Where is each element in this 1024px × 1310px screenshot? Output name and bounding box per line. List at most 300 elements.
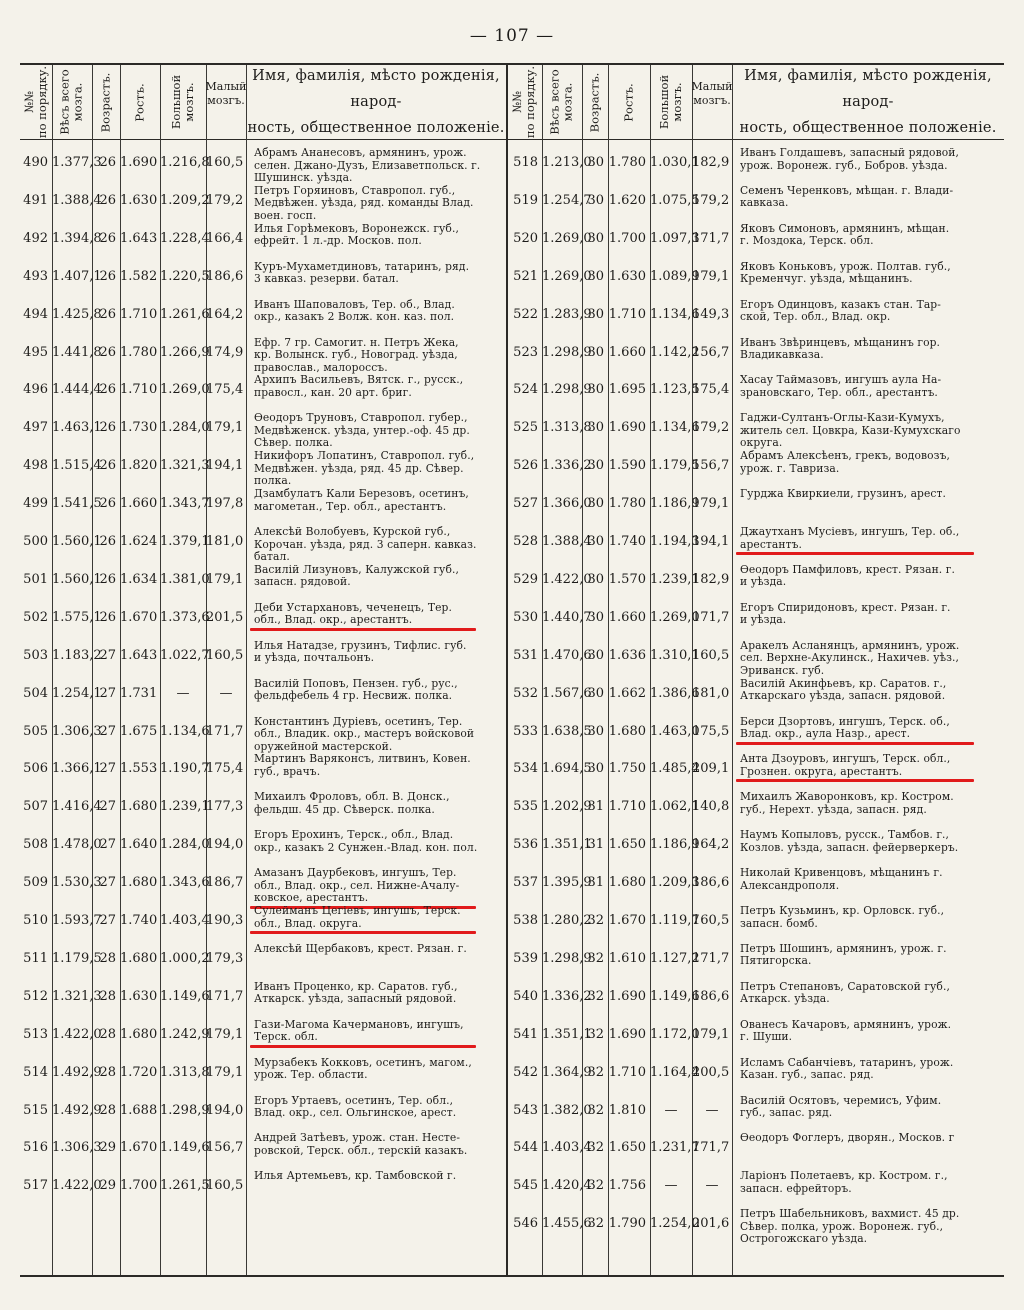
- description-line: обл., Влад. окр., сел. Нижне-Ачалу-: [254, 878, 460, 892]
- cerebellum-weight: —: [705, 1102, 719, 1118]
- entry-number: 498: [23, 458, 48, 474]
- description-line: и уѣзда, почтальонъ.: [254, 651, 375, 665]
- description-line: Илья Горѣмековъ, Воронежск. губ.,: [254, 222, 459, 235]
- age: 30: [587, 192, 604, 208]
- cerebellum-weight: 186,6: [692, 988, 730, 1004]
- cerebellum-weight: 197,8: [206, 496, 244, 512]
- description-line: ефрейт. 1 л.-др. Москов. пол.: [254, 234, 422, 248]
- cerebellum-weight: 179,1: [206, 1064, 244, 1080]
- table-row: [506, 523, 1004, 561]
- cerebrum-weight: 1.216,8: [160, 155, 210, 170]
- cerebellum-weight: 179,1: [206, 571, 244, 587]
- total-brain-weight: 1.455,6: [542, 1216, 592, 1232]
- description-line: Василій Акинфьевъ, кр. Саратов. г.,: [740, 677, 947, 690]
- age: 26: [99, 155, 116, 170]
- description-line: Аткарскаго уѣзда, запасн. рядовой.: [740, 689, 946, 703]
- total-brain-weight: 1.420,4: [542, 1178, 592, 1194]
- cerebrum-weight: 1.239,1: [650, 571, 700, 587]
- age: 30: [587, 155, 604, 170]
- description-line: Исламъ Сабанчіевъ, татаринъ, урож.: [740, 1056, 954, 1069]
- table-row: [20, 1092, 506, 1130]
- table-row: [506, 978, 1004, 1016]
- age: 26: [99, 382, 116, 398]
- height: 1.700: [608, 230, 646, 246]
- cerebrum-weight: 1.343,7: [160, 496, 210, 512]
- age: 29: [99, 1178, 116, 1194]
- entry-number: 544: [513, 1140, 538, 1156]
- age: 27: [99, 913, 116, 928]
- total-brain-weight: 1.183,2: [52, 647, 102, 663]
- person-description: [740, 412, 1000, 450]
- description-line: Деби Устархановъ, чеченецъ, Тер.: [254, 601, 452, 614]
- cerebellum-weight: 171,7: [206, 723, 244, 739]
- table-row: [506, 826, 1004, 864]
- age: 32: [587, 950, 604, 966]
- entry-number: 515: [23, 1102, 48, 1118]
- description-line: православ., малороссъ.: [254, 360, 388, 374]
- column-header-num: [506, 65, 542, 139]
- description-line: Никифоръ Лопатинъ, Ставропол. губ.,: [254, 450, 475, 463]
- person-description: [740, 337, 1000, 362]
- description-line: житель сел. Цовкра, Кази-Кумухскаго: [740, 423, 961, 437]
- height: 1.680: [120, 1026, 158, 1042]
- cerebrum-weight: 1.239,1: [160, 799, 210, 815]
- height: 1.570: [608, 571, 646, 587]
- entry-number: 490: [23, 155, 48, 170]
- cerebellum-weight: 179,1: [692, 496, 730, 512]
- total-brain-weight: 1.254,1: [52, 685, 102, 701]
- height: 1.700: [120, 1178, 158, 1194]
- age: 32: [587, 1216, 604, 1232]
- cerebellum-weight: 171,7: [692, 1140, 730, 1156]
- height: 1.710: [120, 306, 158, 322]
- total-brain-weight: 1.407,1: [52, 268, 102, 284]
- table-row: [506, 675, 1004, 713]
- age: 32: [587, 913, 604, 928]
- description-line: оружейной мастерской.: [254, 739, 393, 753]
- total-brain-weight: 1.492,9: [52, 1064, 102, 1080]
- description-line: Гази-Магома Качермановъ, ингушъ,: [254, 1018, 464, 1031]
- entry-number: 519: [513, 192, 538, 208]
- description-line: правосл., кан. 20 арт. бриг.: [254, 385, 412, 399]
- height: 1.790: [608, 1216, 646, 1232]
- person-description: [254, 185, 502, 223]
- table-row: [20, 788, 506, 826]
- table-row: [20, 371, 506, 409]
- person-description: [740, 1132, 1000, 1145]
- height: 1.690: [120, 155, 158, 170]
- person-description: [254, 678, 502, 703]
- description-line: и уѣзда.: [740, 575, 787, 589]
- cerebellum-weight: 182,9: [692, 571, 730, 587]
- person-description: [740, 1019, 1000, 1044]
- height: 1.780: [120, 344, 158, 360]
- person-description: [254, 1019, 502, 1044]
- cerebrum-weight: 1.164,4: [650, 1064, 700, 1080]
- table-row: [506, 447, 1004, 485]
- column-header-weight: [52, 65, 92, 139]
- description-line: Медвѣжен. уѣзда, ряд. команды Влад.: [254, 196, 474, 210]
- table-row: [20, 1129, 506, 1167]
- table-row: [20, 182, 506, 220]
- description-line: г. Шуши.: [740, 1030, 793, 1044]
- cerebellum-weight: 186,6: [206, 268, 244, 284]
- height: 1.810: [608, 1102, 646, 1118]
- table-row: [506, 485, 1004, 523]
- height: 1.756: [608, 1178, 646, 1194]
- cerebellum-weight: 186,6: [692, 875, 730, 891]
- table-row: [20, 826, 506, 864]
- description-line: батал.: [254, 550, 290, 563]
- table-row: [20, 523, 506, 561]
- description-line: Илья Натадзе, грузинъ, Тифлис. губ.: [254, 639, 467, 652]
- description-line: Козлов. уѣзда, запасн. фейерверкеръ.: [740, 840, 959, 854]
- description-line: Абрамъ Алексѣенъ, грекъ, водовозъ,: [740, 450, 950, 463]
- person-description: [740, 678, 1000, 703]
- cerebrum-weight: 1.190,7: [160, 761, 210, 777]
- height: 1.680: [120, 875, 158, 891]
- person-description: [254, 867, 502, 905]
- total-brain-weight: 1.425,8: [52, 306, 102, 322]
- age: 31: [587, 837, 604, 853]
- total-brain-weight: 1.394,8: [52, 230, 102, 246]
- cerebrum-weight: 1.381,0: [160, 571, 210, 587]
- total-brain-weight: 1.321,3: [52, 988, 102, 1004]
- height: 1.675: [120, 723, 158, 739]
- cerebrum-weight: 1.194,3: [650, 534, 700, 549]
- description-line: Егоръ Уртаевъ, осетинъ, Тер. обл.,: [254, 1094, 454, 1107]
- cerebellum-weight: 181,0: [692, 685, 730, 701]
- description-line: Илья Артемьевъ, кр. Тамбовской г.: [254, 1170, 457, 1183]
- total-brain-weight: 1.444,4: [52, 382, 102, 398]
- table-row: [20, 296, 506, 334]
- description-line: Архипъ Васильевъ, Вятск. г., русск.,: [254, 374, 464, 387]
- height: 1.710: [608, 799, 646, 815]
- cerebellum-weight: 179,1: [206, 420, 244, 436]
- column-header-desc: [732, 65, 1004, 139]
- description-line: Аткарск. уѣзда, запасный рядовой.: [254, 992, 457, 1006]
- height: 1.670: [608, 913, 646, 928]
- entry-number: 532: [513, 685, 538, 701]
- height: 1.710: [608, 1064, 646, 1080]
- red-underline-mark: [736, 552, 974, 555]
- age: 30: [587, 571, 604, 587]
- table-row: [20, 902, 506, 940]
- person-description: [254, 337, 502, 375]
- total-brain-weight: 1.638,5: [542, 723, 592, 739]
- entry-number: 539: [513, 950, 538, 966]
- table-row: [506, 599, 1004, 637]
- table-row: [20, 447, 506, 488]
- cerebrum-weight: 1.313,8: [160, 1064, 210, 1080]
- person-description: [740, 374, 1000, 399]
- description-line: Влад. окр., сел. Ольгинское, арест.: [254, 1106, 457, 1119]
- table-row: [506, 1205, 1004, 1246]
- cerebrum-weight: 1.310,1: [650, 647, 700, 663]
- age: 26: [99, 534, 116, 549]
- cerebellum-weight: 179,3: [206, 950, 244, 966]
- total-brain-weight: 1.366,1: [52, 761, 102, 777]
- age: 30: [587, 458, 604, 474]
- description-line: Петръ Шабельниковъ, вахмист. 45 др.: [740, 1208, 960, 1221]
- cerebrum-weight: 1.298,9: [160, 1102, 210, 1118]
- cerebrum-weight: 1.075,5: [650, 192, 700, 208]
- description-line: Владикавказа.: [740, 348, 824, 361]
- column-header-label: Вѣсъ всего мозга.: [58, 69, 85, 135]
- table-row: [20, 334, 506, 372]
- age: 30: [587, 534, 604, 549]
- description-line: Эриванск. губ.: [740, 663, 825, 677]
- total-brain-weight: 1.470,6: [542, 647, 592, 663]
- cerebrum-weight: 1.097,3: [650, 230, 700, 246]
- total-brain-weight: 1.336,2: [542, 458, 592, 474]
- total-brain-weight: 1.422,0: [52, 1026, 102, 1042]
- description-line: Семенъ Черенковъ, мѣщан. г. Влади-: [740, 184, 954, 197]
- description-line: обл., Влад. окр., арестантъ.: [254, 613, 413, 627]
- total-brain-weight: 1.403,4: [542, 1140, 592, 1156]
- height: 1.680: [120, 950, 158, 966]
- height: 1.670: [120, 609, 158, 625]
- person-description: [254, 602, 502, 627]
- description-line: Влад. окр., аула Назр., арест.: [740, 727, 911, 740]
- description-line: Иванъ Шаповаловъ, Тер. об., Влад.: [254, 298, 455, 311]
- description-line: воен. госп.: [254, 208, 317, 222]
- total-brain-weight: 1.366,0: [542, 496, 592, 512]
- cerebrum-weight: 1.149,6: [650, 988, 700, 1004]
- entry-number: 504: [23, 685, 48, 701]
- cerebrum-weight: 1.343,6: [160, 875, 210, 891]
- description-line: ровской, Терск. обл., терскій казакъ.: [254, 1143, 468, 1157]
- cerebellum-weight: 160,5: [206, 1178, 244, 1194]
- cerebellum-weight: —: [705, 1178, 719, 1194]
- age: 26: [99, 192, 116, 208]
- cerebrum-weight: 1.134,6: [160, 723, 210, 739]
- height: 1.688: [120, 1102, 158, 1118]
- cerebrum-weight: 1.254,0: [650, 1216, 700, 1232]
- description-line: Михаилъ Фроловъ, обл. В. Донск.,: [254, 791, 450, 804]
- description-line: Острогожскаго уѣзда.: [740, 1232, 868, 1246]
- table-row: [506, 713, 1004, 751]
- table-row: [20, 599, 506, 637]
- age: 27: [99, 837, 116, 853]
- cerebellum-weight: 164,2: [692, 837, 730, 853]
- person-description: [740, 640, 1000, 678]
- cerebellum-weight: 175,4: [692, 382, 730, 398]
- person-description: [740, 1057, 1000, 1082]
- cerebellum-weight: 179,2: [692, 192, 730, 208]
- cerebellum-weight: 160,5: [206, 155, 244, 170]
- cerebellum-weight: 200,5: [692, 1064, 730, 1080]
- entry-number: 540: [513, 988, 538, 1004]
- person-description: [254, 564, 502, 589]
- cerebrum-weight: 1.209,2: [160, 192, 210, 208]
- entry-number: 538: [513, 913, 538, 928]
- description-line: Джаутханъ Мусіевъ, ингушъ, Тер. об.,: [740, 526, 960, 538]
- entry-number: 536: [513, 837, 538, 853]
- description-line: Александрополя.: [740, 878, 840, 892]
- age: 28: [99, 1064, 116, 1080]
- age: 30: [587, 382, 604, 398]
- column-header-label: Имя, фамилія, мѣсто рожденія, народ- ность, общественное положеніе.: [247, 68, 505, 136]
- cerebellum-weight: 179,2: [206, 192, 244, 208]
- column-header-small-brain: [206, 65, 246, 139]
- column-header-label: №№ по порядку.: [22, 65, 50, 139]
- cerebellum-weight: 171,7: [692, 950, 730, 966]
- cerebellum-weight: 186,7: [206, 875, 244, 891]
- description-line: Анта Дзоуровъ, ингушъ, Терск. обл.,: [740, 753, 951, 766]
- table-row: [20, 220, 506, 258]
- table-row: [506, 296, 1004, 334]
- total-brain-weight: 1.269,0: [542, 230, 592, 246]
- age: 32: [587, 1102, 604, 1118]
- entry-number: 527: [513, 496, 538, 512]
- cerebellum-weight: 164,2: [206, 306, 244, 322]
- age: 30: [587, 761, 604, 777]
- person-description: [254, 374, 502, 399]
- age: 30: [587, 230, 604, 246]
- total-brain-weight: 1.213,0: [542, 155, 592, 170]
- cerebellum-weight: 175,5: [692, 723, 730, 739]
- height: 1.740: [608, 534, 646, 549]
- total-brain-weight: 1.593,7: [52, 913, 102, 928]
- description-line: Сѣвер. полка, урож. Воронеж. губ.,: [740, 1219, 944, 1233]
- description-line: Куръ-Мухаметдиновъ, татаринъ, ряд.: [254, 260, 470, 273]
- entry-number: 545: [513, 1178, 538, 1194]
- total-brain-weight: 1.306,3: [52, 1140, 102, 1156]
- cerebrum-weight: 1.261,6: [160, 306, 210, 322]
- height: 1.710: [608, 306, 646, 322]
- entry-number: 524: [513, 382, 538, 398]
- person-description: [254, 829, 502, 854]
- description-line: Дзамбулатъ Кали Березовъ, осетинъ,: [254, 488, 469, 501]
- description-line: Гаджи-Султанъ-Оглы-Кази-Кумухъ,: [740, 412, 945, 425]
- total-brain-weight: 1.202,9: [542, 799, 592, 815]
- table-row: [506, 1016, 1004, 1054]
- description-line: Медвѣжен. уѣзда, ряд. 45 др. Сѣвер.: [254, 461, 464, 475]
- person-description: [740, 261, 1000, 286]
- age: 28: [99, 1026, 116, 1042]
- entry-number: 492: [23, 230, 48, 246]
- age: 26: [99, 268, 116, 284]
- entry-number: 499: [23, 496, 48, 512]
- age: 26: [99, 306, 116, 322]
- person-description: [740, 753, 1000, 778]
- height: 1.553: [120, 761, 158, 777]
- person-description: [254, 526, 502, 564]
- cerebrum-weight: 1.269,0: [160, 382, 210, 398]
- age: 26: [99, 571, 116, 587]
- cerebrum-weight: 1.062,1: [650, 799, 700, 815]
- entry-number: 529: [513, 571, 538, 587]
- table-row: [506, 1167, 1004, 1205]
- description-line: обл., Влад. округа.: [254, 916, 362, 930]
- age: 26: [99, 458, 116, 474]
- cerebrum-weight: 1.228,4: [160, 230, 210, 246]
- table-row: [506, 409, 1004, 450]
- description-line: Михаилъ Жаворонковъ, кр. Костром.: [740, 791, 954, 804]
- description-line: Ефр. 7 гр. Самогит. н. Петръ Жека,: [254, 336, 459, 349]
- height: 1.695: [608, 382, 646, 398]
- height: 1.730: [120, 420, 158, 436]
- entry-number: 518: [513, 155, 538, 170]
- age: 27: [99, 799, 116, 815]
- table-row: [20, 561, 506, 599]
- person-description: [740, 299, 1000, 324]
- description-line: Амазанъ Даурбековъ, ингушъ, Тер.: [254, 867, 457, 880]
- person-description: [740, 526, 1000, 551]
- entry-number: 528: [513, 534, 538, 549]
- column-header-label: Ростъ.: [132, 82, 147, 122]
- description-line: губ., запас. ряд.: [740, 1106, 833, 1119]
- person-description: [740, 564, 1000, 589]
- person-description: [740, 602, 1000, 627]
- cerebrum-weight: 1.000,2: [160, 950, 210, 966]
- height: 1.630: [608, 268, 646, 284]
- height: 1.780: [608, 155, 646, 170]
- table-row: [20, 637, 506, 675]
- total-brain-weight: 1.463,1: [52, 420, 102, 436]
- table-row: [20, 144, 506, 182]
- height: 1.780: [608, 496, 646, 512]
- entry-number: 517: [23, 1178, 48, 1194]
- cerebellum-weight: 177,3: [206, 799, 244, 815]
- age: 27: [99, 685, 116, 701]
- description-line: и уѣзда.: [740, 613, 787, 627]
- person-description: [740, 1208, 1000, 1246]
- description-line: Николай Кривенцовъ, мѣщанинъ г.: [740, 867, 943, 880]
- height: 1.750: [608, 761, 646, 777]
- total-brain-weight: 1.298,9: [542, 344, 592, 360]
- cerebellum-weight: 194,0: [206, 1102, 244, 1118]
- description-line: Казан. губ., запас. ряд.: [740, 1068, 874, 1082]
- description-line: Василій Лизуновъ, Калужской губ.,: [254, 563, 459, 576]
- column-header-num: [20, 65, 52, 139]
- person-description: [740, 147, 1000, 172]
- person-description: [254, 716, 502, 754]
- cerebrum-weight: 1.386,6: [650, 685, 700, 701]
- entry-number: 500: [23, 534, 48, 549]
- description-line: Аткарск. уѣзда.: [740, 992, 830, 1006]
- height: 1.650: [608, 837, 646, 853]
- height: 1.630: [120, 988, 158, 1004]
- red-underline-mark: [250, 931, 476, 934]
- table-row: [506, 864, 1004, 902]
- table-row: [506, 144, 1004, 182]
- height: 1.690: [608, 420, 646, 436]
- table-row: [506, 561, 1004, 599]
- height: 1.643: [120, 647, 158, 663]
- age: 26: [99, 420, 116, 436]
- description-line: Наумъ Копыловъ, русск., Тамбов. г.,: [740, 829, 950, 842]
- person-description: [254, 753, 502, 778]
- person-description: [254, 943, 502, 956]
- description-line: полка.: [254, 474, 292, 488]
- description-line: Ѳеодоръ Памфиловъ, крест. Рязан. г.: [740, 563, 955, 576]
- total-brain-weight: 1.575,1: [52, 609, 102, 625]
- cerebellum-weight: 209,1: [692, 761, 730, 777]
- person-description: [740, 1095, 1000, 1120]
- height: 1.662: [608, 685, 646, 701]
- cerebrum-weight: 1.242,9: [160, 1026, 210, 1042]
- column-header-label: Большой мозгъ.: [657, 74, 685, 130]
- age: 30: [587, 609, 604, 625]
- cerebellum-weight: 194,1: [692, 534, 730, 549]
- entry-number: 531: [513, 647, 538, 663]
- red-underline-mark: [250, 628, 476, 631]
- total-brain-weight: 1.364,9: [542, 1064, 592, 1080]
- cerebrum-weight: 1.127,2: [650, 950, 700, 966]
- entry-number: 495: [23, 344, 48, 360]
